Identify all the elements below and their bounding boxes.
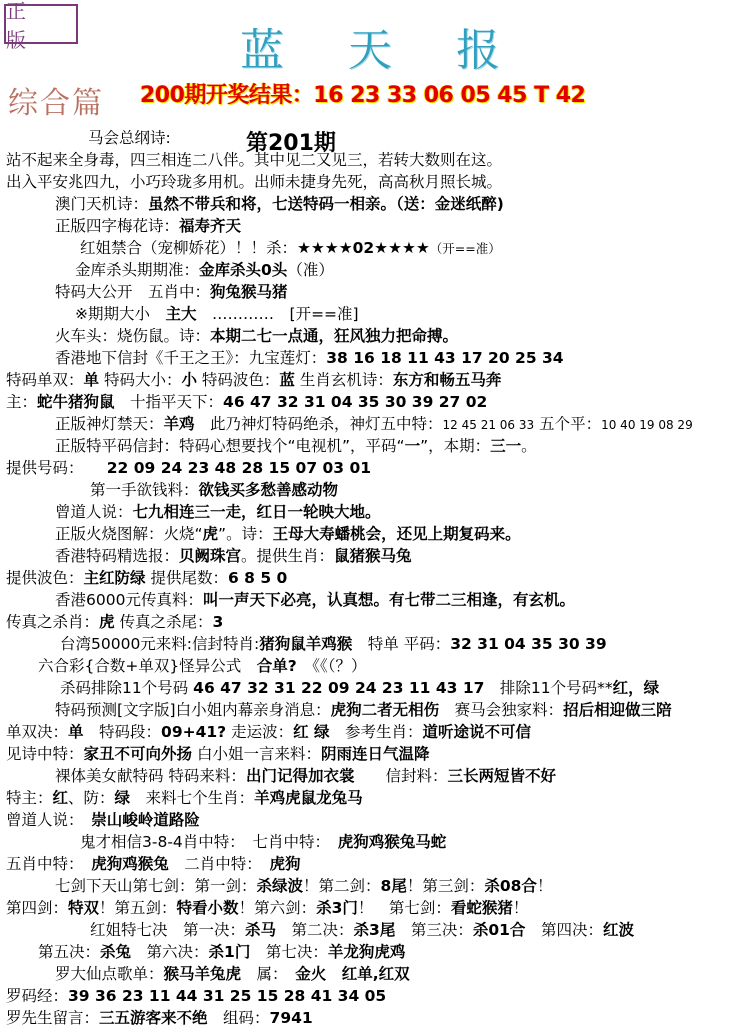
line-segment: 澳门天机诗：: [55, 195, 149, 213]
content-line: [6, 809, 200, 831]
content-line: [38, 655, 366, 677]
line-segment: 虽然不带兵和将，七送特码一相亲。（送：金迷纸醉): [148, 195, 504, 213]
line-segment: 二肖中特：: [168, 855, 270, 873]
line-segment: 六合彩{合数+单双}怪异公式: [38, 657, 257, 675]
content-line: [6, 369, 501, 391]
line-segment: 红，绿: [612, 679, 660, 697]
content-line: [6, 853, 301, 875]
line-segment: 十指平天下：: [114, 393, 224, 411]
line-segment: 特码单双：: [6, 371, 84, 389]
content-line: [6, 721, 531, 743]
title-char: 报: [456, 25, 500, 76]
line-segment: 第四剑：: [6, 899, 69, 917]
line-segment: （开==准）: [429, 241, 501, 256]
line-segment: 特看小数: [176, 899, 239, 917]
line-segment: 提供尾数：: [145, 569, 228, 587]
line-segment: 杀马: [245, 921, 277, 939]
content-line: [55, 963, 410, 985]
line-segment: 。: [521, 437, 537, 455]
line-segment: 杀3尾: [353, 921, 396, 939]
line-segment: 出门记得加衣裳: [245, 767, 355, 785]
authentic-badge: 正 版: [4, 4, 78, 44]
line-segment: 单: [83, 371, 100, 389]
line-segment: 七九相连三一走，红日一轮映大地。: [132, 503, 381, 521]
line-segment: 香港6000元传真料：: [55, 591, 203, 609]
line-segment: 46 47 32 31 04 35 30 39 27 02: [223, 393, 488, 411]
line-segment: 狗兔猴马猪: [210, 283, 288, 301]
line-segment: 属：: [241, 965, 296, 983]
line-segment: 7941: [269, 1009, 313, 1027]
line-segment: 欲钱买多愁善感动物: [198, 481, 339, 499]
line-segment: 五肖中特：: [6, 855, 92, 873]
content-line: [55, 193, 504, 215]
line-segment: 生肖玄机诗：: [294, 371, 393, 389]
line-segment: 正版神灯禁天：: [55, 415, 164, 433]
line-segment: ………… [开==准]: [196, 305, 359, 323]
line-segment: 排除11个号码**: [484, 679, 613, 697]
line-segment: 三长两短皆不好: [447, 767, 556, 785]
content-line: [55, 501, 381, 523]
line-segment: 第四决：: [525, 921, 603, 939]
line-segment: 主：: [6, 393, 38, 411]
line-segment: 正版四字梅花诗：: [55, 217, 180, 235]
line-segment: 合单?: [256, 657, 297, 675]
line-segment: ！第三剑：: [406, 877, 485, 895]
line-segment: 红波: [602, 921, 634, 939]
line-segment: 火车头：烧伤鼠。诗：: [55, 327, 211, 345]
line-segment: 裸体美女献特码 特码来料：: [55, 767, 246, 785]
title-char: 蓝: [240, 25, 284, 76]
content-line: [55, 545, 412, 567]
line-segment: 五个平：: [534, 415, 602, 433]
line-segment: 正版火烧图解：火烧“: [55, 525, 203, 543]
line-segment: 站不起来全身毒，四三相连二八伴。其中见二又见三，若转大数则在这。: [6, 151, 503, 169]
line-segment: 提供波色：: [6, 569, 84, 587]
line-segment: 虎: [99, 613, 115, 631]
line-segment: 杀3门: [316, 899, 358, 917]
line-segment: ！第二剑：: [303, 877, 381, 895]
content-line: [88, 127, 171, 149]
line-segment: 39 36 23 11 44 31 25 15 28 41 34 05: [68, 987, 387, 1005]
content-line: [6, 149, 502, 171]
line-segment: 三五游客来不绝: [99, 1009, 208, 1027]
line-segment: 小: [181, 371, 197, 389]
line-segment: 46 47 32 31 22 09 24 23 11 43 17: [193, 679, 485, 697]
line-segment: 参考生肖：: [329, 723, 423, 741]
line-segment: 特码段：: [83, 723, 162, 741]
content-line: [80, 237, 501, 260]
line-segment: ※期期大小: [75, 305, 166, 323]
line-segment: 第六决：: [131, 943, 209, 961]
line-segment: 杀01合: [472, 921, 526, 939]
content-line: [75, 259, 334, 281]
content-line: [6, 611, 223, 633]
line-segment: 主红防绿: [83, 569, 146, 587]
line-segment: 鼠猪猴马兔: [334, 547, 412, 565]
line-segment: 羊龙狗虎鸡: [327, 943, 406, 961]
line-segment: 绿: [114, 789, 131, 807]
line-segment: 杀绿波: [256, 877, 304, 895]
line-segment: 来料七个生肖：: [130, 789, 255, 807]
line-segment: 家丑不可向外扬: [83, 745, 193, 763]
line-segment: 杀码排除11个号码: [60, 679, 194, 697]
line-segment: 白小姐一言来料：: [192, 745, 321, 763]
line-segment: 8尾: [380, 877, 407, 895]
line-segment: 此乃神灯特码绝杀，神灯五中特：: [194, 415, 443, 433]
content-line: [75, 303, 359, 325]
line-segment: ！ 第七剑：: [357, 899, 451, 917]
issue-number: 第201期: [246, 131, 336, 156]
line-segment: 特双: [68, 899, 100, 917]
line-segment: 曾道人说：: [55, 503, 133, 521]
line-segment: 金库杀头0头: [199, 261, 288, 279]
line-segment: ★★★★02★★★★: [297, 239, 430, 257]
line-segment: 杀1门: [208, 943, 251, 961]
line-segment: 第五决：: [38, 943, 101, 961]
line-segment: 金火 红单,红双: [295, 965, 410, 983]
content-line: [60, 677, 659, 699]
line-segment: 12 45 21 06 33: [442, 418, 535, 432]
content-line: [6, 985, 386, 1007]
line-segment: 香港特码精选报：: [55, 547, 180, 565]
content-line: [55, 523, 521, 545]
content-line: [6, 171, 502, 193]
line-segment: 罗码经：: [6, 987, 69, 1005]
line-segment: 杀兔: [100, 943, 132, 961]
content-line: [55, 699, 672, 721]
content-line: [6, 391, 487, 413]
line-segment: 福寿齐天: [179, 217, 242, 235]
content-line: [6, 787, 363, 809]
content-line: [80, 831, 446, 853]
content-line: [55, 589, 575, 611]
title-char: 天: [348, 25, 392, 76]
line-segment: 七剑下天山第七剑：第一剑：: [55, 877, 257, 895]
line-segment: 38 16 18 11 43 17 20 25 34: [326, 349, 564, 367]
draw-result: 200期开奖结果：16 23 33 06 05 45 T 42: [140, 83, 586, 108]
line-segment: 虎狗: [269, 855, 301, 873]
line-segment: 、防：: [68, 789, 115, 807]
content-line: [55, 435, 537, 457]
line-segment: 特码波色：: [196, 371, 280, 389]
line-segment: 贝阙珠宫: [179, 547, 242, 565]
content-line: [6, 743, 429, 765]
line-segment: 蛇牛猪狗鼠: [37, 393, 115, 411]
line-segment: 猴马羊兔虎: [163, 965, 242, 983]
line-segment: 红: [52, 789, 69, 807]
line-segment: 三一: [490, 437, 522, 455]
line-segment: 虎: [202, 525, 219, 543]
line-segment: 虎狗二者无相伤: [330, 701, 440, 719]
content-line: [38, 941, 405, 963]
line-segment: 虎狗鸡猴兔: [91, 855, 169, 873]
line-segment: 羊鸡虎鼠龙兔马: [254, 789, 363, 807]
line-segment: 特码预测[文字版]白小姐内幕亲身消息：: [55, 701, 331, 719]
line-segment: （准）: [287, 261, 334, 279]
line-segment: 杀08合: [484, 877, 537, 895]
line-segment: 招后相迎做三陪: [563, 701, 672, 719]
line-segment: 。提供生肖：: [241, 547, 335, 565]
line-segment: 信封料：: [354, 767, 448, 785]
line-segment: 传真之杀尾：: [114, 613, 213, 631]
line-segment: 6 8 5 0: [227, 569, 288, 587]
line-segment: 鬼才相信3-8-4肖中特： 七肖中特：: [80, 833, 338, 851]
line-segment: 香港地下信封《千王之王》：九宝莲灯：: [55, 349, 327, 367]
line-segment: 台湾50000元来料:信封特肖:: [60, 635, 260, 653]
line-segment: 10 40 19 08 29: [601, 418, 693, 432]
line-segment: ！: [536, 877, 553, 895]
content-line: [55, 413, 693, 436]
line-segment: 传真之杀肖：: [6, 613, 100, 631]
line-segment: ！: [512, 899, 529, 917]
content-line: [55, 765, 556, 787]
line-segment: 马会总纲诗:: [88, 129, 171, 147]
line-segment: 组码：: [207, 1009, 270, 1027]
line-segment: 猪狗鼠羊鸡猴: [259, 635, 353, 653]
content-line: [55, 347, 564, 369]
line-segment: 特单 平码：: [352, 635, 451, 653]
line-segment: 单: [68, 723, 84, 741]
line-segment: 一: [404, 437, 421, 455]
line-segment: 3: [212, 613, 224, 631]
line-segment: 红姐禁合（宠柳娇花）！！杀：: [80, 239, 298, 257]
line-segment: 走运波：: [226, 723, 294, 741]
line-segment: 第七决：: [250, 943, 328, 961]
newspaper-title: [240, 14, 500, 76]
content-line: [6, 1007, 313, 1029]
line-segment: 《《（？）: [296, 657, 367, 675]
content-line: [90, 479, 338, 501]
content-line: [6, 897, 528, 919]
line-segment: ！第六剑：: [238, 899, 317, 917]
line-segment: 提供号码：: [6, 459, 107, 477]
content-line: [55, 325, 458, 347]
line-segment: 红姐特七决 第一决：: [90, 921, 246, 939]
line-segment: 看蛇猴猪: [450, 899, 513, 917]
line-segment: 见诗中特：: [6, 745, 84, 763]
line-segment: 09+41?: [161, 723, 227, 741]
line-segment: 正版特平码信封：特码心想要找个“电视机”，平码“: [55, 437, 405, 455]
line-segment: 第二决：: [276, 921, 354, 939]
line-segment: ！第五剑：: [99, 899, 177, 917]
line-segment: 赛马会独家料：: [439, 701, 564, 719]
line-segment: 特主：: [6, 789, 53, 807]
content-line: [6, 567, 287, 589]
line-segment: 单双决：: [6, 723, 69, 741]
content-line: [55, 281, 288, 303]
line-segment: 第一手欲钱料：: [90, 481, 199, 499]
line-segment: 红 绿: [293, 723, 330, 741]
content-line: [6, 457, 371, 479]
line-segment: 罗大仙点歌单：: [55, 965, 164, 983]
content-line: [55, 215, 241, 237]
line-segment: 阴雨连日气温降: [320, 745, 430, 763]
line-segment: 罗先生留言：: [6, 1009, 100, 1027]
line-segment: ”，本期：: [420, 437, 491, 455]
line-segment: ”。诗：: [218, 525, 273, 543]
line-segment: 特码大小：: [99, 371, 182, 389]
line-segment: 崇山峻岭道路险: [91, 811, 200, 829]
line-segment: 特码大公开 五肖中：: [55, 283, 211, 301]
line-segment: 曾道人说：: [6, 811, 92, 829]
content-line: [60, 633, 607, 655]
line-segment: 蓝: [279, 371, 295, 389]
line-segment: 虎狗鸡猴兔马蛇: [337, 833, 447, 851]
line-segment: 出入平安兆四九，小巧玲珑多用机。出师未捷身先死，高高秋月照长城。: [6, 173, 503, 191]
content-line: [90, 919, 634, 941]
line-segment: 第三决：: [395, 921, 473, 939]
line-segment: 22 09 24 23 48 28 15 07 03 01: [106, 459, 372, 477]
line-segment: 道听途说不可信: [422, 723, 532, 741]
line-segment: 主大: [165, 305, 197, 323]
line-segment: 金库杀头期期准：: [75, 261, 200, 279]
line-segment: 本期二七一点通，狂风独力把命搏。: [210, 327, 459, 345]
line-segment: 羊鸡: [163, 415, 195, 433]
line-segment: 叫一声天下必亮，认真想。有七带二三相逢，有玄机。: [202, 591, 575, 609]
section-heading: 综合篇: [8, 86, 104, 121]
content-line: [55, 875, 552, 897]
line-segment: 东方和畅五马奔: [392, 371, 502, 389]
line-segment: 王母大寿蟠桃会，还见上期复码来。: [272, 525, 521, 543]
line-segment: 32 31 04 35 30 39: [450, 635, 607, 653]
